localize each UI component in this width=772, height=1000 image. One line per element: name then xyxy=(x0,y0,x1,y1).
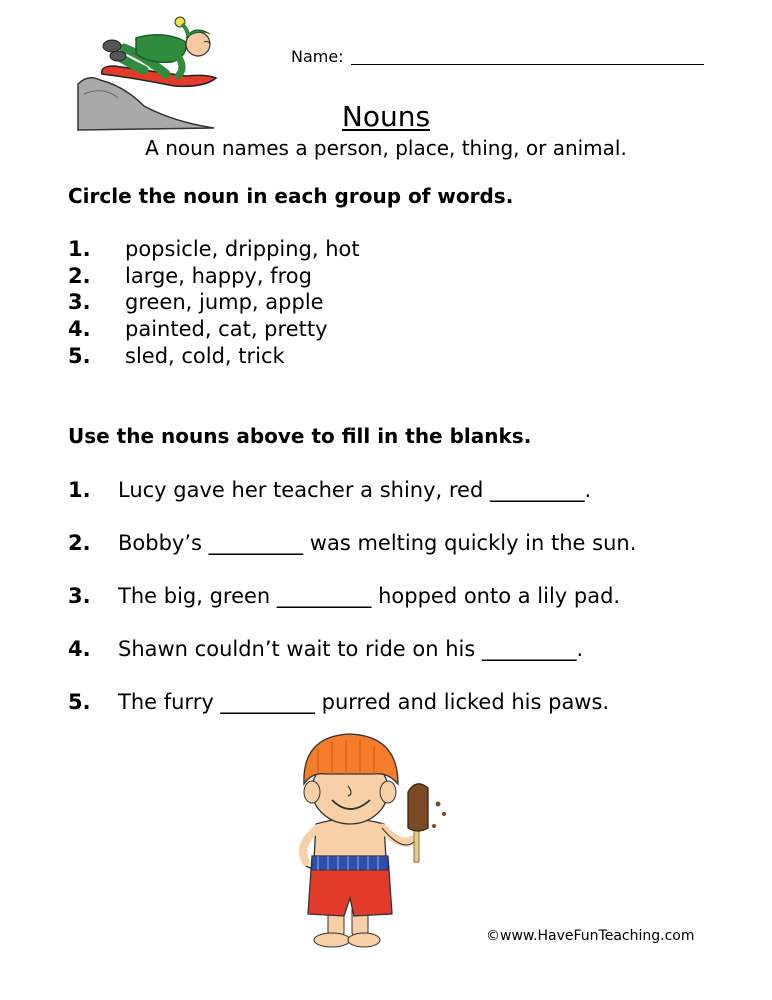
item-text: large, happy, frog xyxy=(125,263,312,288)
item-text: Bobby’s _________ was melting quickly in the sun. xyxy=(118,531,637,555)
list-item xyxy=(68,476,636,529)
list-item xyxy=(68,635,636,688)
item-number: 1. xyxy=(68,478,91,502)
item-number: 1. xyxy=(68,237,91,261)
name-field[interactable] xyxy=(351,64,704,65)
item-number: 2. xyxy=(68,531,91,555)
section2-instruction: Use the nouns above to fill in the blanks. xyxy=(68,424,532,448)
list-item xyxy=(68,582,636,635)
item-number: 4. xyxy=(68,637,91,661)
list-item xyxy=(68,289,360,316)
item-text: Shawn couldn’t wait to ride on his _________. xyxy=(118,637,584,661)
fill-blank-list xyxy=(68,476,636,741)
boy-with-popsicle-illustration xyxy=(288,728,458,950)
item-number: 3. xyxy=(68,584,91,608)
circle-noun-list xyxy=(68,236,360,369)
item-text: green, jump, apple xyxy=(125,290,324,315)
list-item xyxy=(68,263,360,290)
page-subtitle: A noun names a person, place, thing, or animal. xyxy=(145,136,627,160)
list-item xyxy=(68,316,360,343)
item-text: The furry _________ purred and licked his paws. xyxy=(118,690,610,714)
item-number: 3. xyxy=(68,290,91,315)
copyright-footer: ©www.HaveFunTeaching.com xyxy=(486,928,695,944)
item-number: 4. xyxy=(68,317,91,342)
list-item xyxy=(68,529,636,582)
item-text: sled, cold, trick xyxy=(125,343,285,368)
section1-instruction: Circle the noun in each group of words. xyxy=(68,184,514,208)
item-number: 2. xyxy=(68,263,91,288)
name-label: Name: xyxy=(291,47,344,66)
item-text: Lucy gave her teacher a shiny, red _________. xyxy=(118,478,592,502)
list-item xyxy=(68,236,360,263)
page-title: Nouns xyxy=(341,100,431,133)
item-text: popsicle, dripping, hot xyxy=(125,237,360,261)
item-text: painted, cat, pretty xyxy=(125,317,328,342)
item-number: 5. xyxy=(68,690,91,714)
item-text: The big, green _________ hopped onto a lily pad. xyxy=(118,584,621,608)
item-number: 5. xyxy=(68,343,91,368)
list-item xyxy=(68,343,360,370)
